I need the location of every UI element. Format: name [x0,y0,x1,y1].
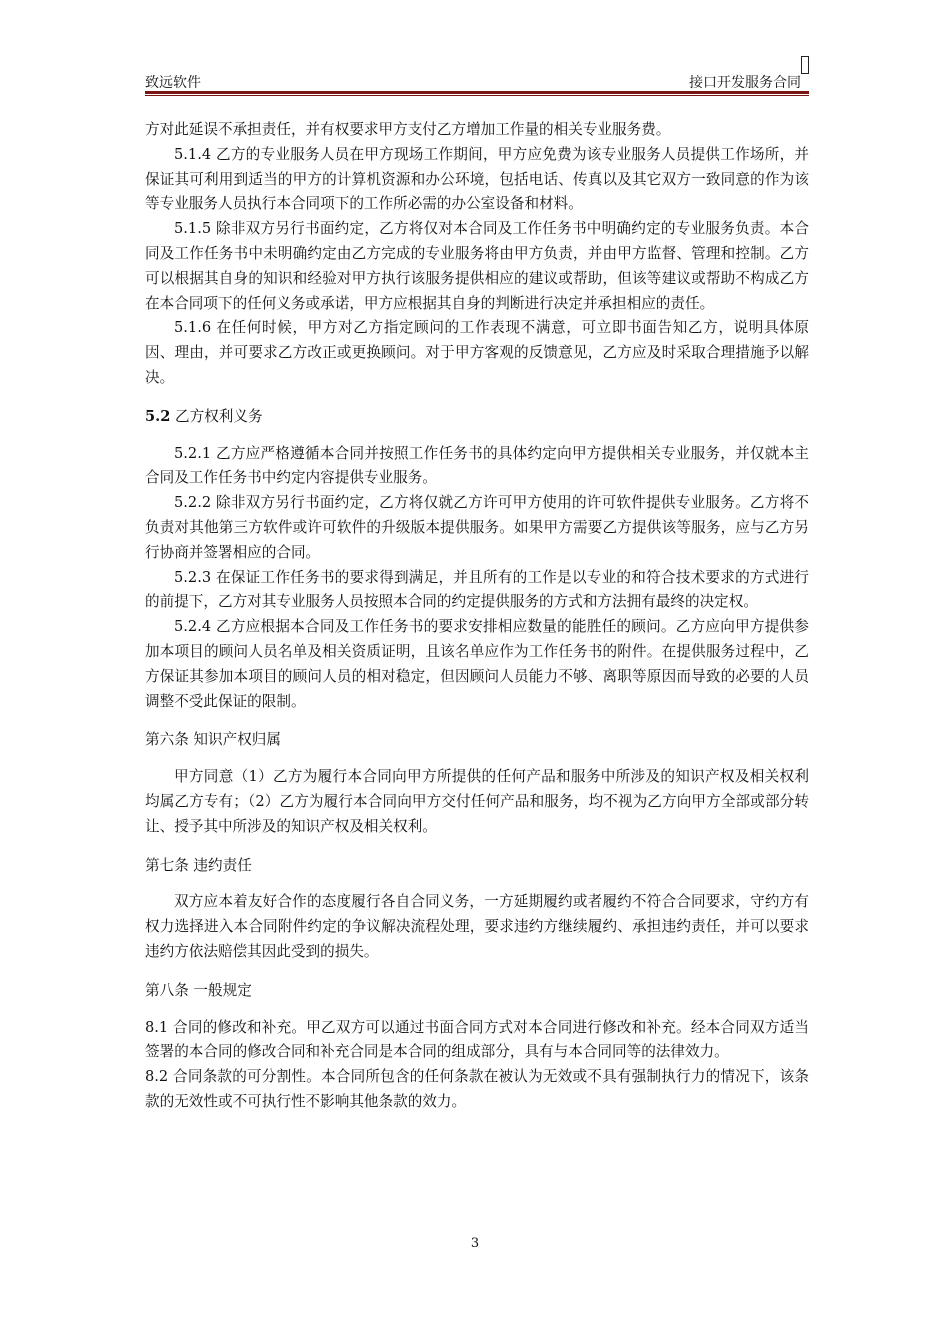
article-6-body: 甲方同意（1）乙方为履行本合同向甲方所提供的任何产品和服务中所涉及的知识产权及相关权利均属乙方专有；（2）乙方为履行本合同向甲方交付任何产品和服务，均不视为乙方向甲方全部或部分转让、授予其中所涉及的知识产权及相关权利。 [145,768,809,835]
article-6-heading: 第六条 知识产权归属 [145,731,281,749]
clause-5-2-4: 5.2.4 乙方应根据本合同及工作任务书的要求安排相应数量的能胜任的顾问。乙方应向甲方提供参加本项目的顾问人员名单及相关资质证明，且该名单应作为工作任务书的附件。在提供服务过程中，乙方保证其参加本项目的顾问人员的相对稳定，但因顾问人员能力不够、离职等原因而导致的必要的人员调整不受此保证的限制。 [145,618,809,710]
paragraph-continuation: 方对此延误不承担责任，并有权要求甲方支付乙方增加工作量的相关专业服务费。 [145,121,671,138]
article-7-body: 双方应本着友好合作的态度履行各自合同义务，一方延期履约或者履约不符合合同要求，守约方有权力选择进入本合同附件约定的争议解决流程处理，要求违约方继续履约、承担违约责任，并可以要求违约方依法赔偿其因此受到的损失。 [145,893,809,960]
header-divider-thin [145,95,809,96]
document-title: 接口开发服务合同 [689,75,801,91]
clause-8-1: 8.1 合同的修改和补充。甲乙双方可以通过书面合同方式对本合同进行修改和补充。经本合同双方适当签署的本合同的修改合同和补充合同是本合同的组成部分，具有与本合同同等的法律效力。 [145,1018,809,1061]
clause-5-2-3: 5.2.3 在保证工作任务书的要求得到满足，并且所有的工作是以专业的和符合技术要求的方式进行的前提下，乙方对其专业服务人员按照本合同的约定提供服务的方式和方法拥有最终的决定权。 [145,568,809,611]
clause-5-1-6: 5.1.6 在任何时候，甲方对乙方指定顾问的工作表现不满意，可立即书面告知乙方，说明具体原因、理由，并可要求乙方改正或更换顾问。对于甲方客观的反馈意见，乙方应及时采取合理措施予以解决。 [145,319,809,386]
header-divider [145,91,809,94]
clause-5-2-1: 5.2.1 乙方应严格遵循本合同并按照工作任务书的具体约定向甲方提供相关专业服务，并仅就本主合同及工作任务书中约定内容提供专业服务。 [145,444,809,487]
section-number-5-2: 5.2 [145,407,171,425]
company-name: 致远软件 [145,75,201,91]
section-title-5-2: 乙方权利义务 [170,407,263,425]
page-header [145,66,809,90]
article-8-heading: 第八条 一般规定 [145,981,252,999]
clause-5-1-4: 5.1.4 乙方的专业服务人员在甲方现场工作期间，甲方应免费为该专业服务人员提供工作场所，并保证其可利用到适当的甲方的计算机资源和办公环境，包括电话、传真以及其它双方一致同意的作为该等专业服务人员执行本合同项下的工作所必需的办公室设备和材料。 [145,145,809,213]
clause-5-1-5: 5.1.5 除非双方另行书面约定，乙方将仅对本合同及工作任务书中明确约定的专业服务负责。本合同及工作任务书中未明确约定由乙方完成的专业服务将由甲方负责，并由甲方监督、管理和控制。乙方可以根据其自身的知识和经验对甲方执行该服务提供相应的建议或帮助，但该等建议或帮助不构成乙方在本合同项下的任何义务或承诺，甲方应根据其自身的判断进行决定并承担相应的责任。 [145,220,809,312]
clause-5-2-2: 5.2.2 除非双方另行书面约定，乙方将仅就乙方许可甲方使用的许可软件提供专业服务。乙方将不负责对其他第三方软件或许可软件的升级版本提供服务。如果甲方需要乙方提供该等服务，应与乙方另行协商并签署相应的合同。 [145,494,809,561]
clause-8-2: 8.2 合同条款的可分割性。本合同所包含的任何条款在被认为无效或不具有强制执行力的情况下，该条款的无效性或不可执行性不影响其他条款的效力。 [145,1068,809,1110]
section-heading-5-2 [145,405,809,430]
placeholder-box-icon [801,56,809,74]
article-7-heading: 第七条 违约责任 [145,856,252,874]
document-body [145,118,809,1115]
page-number: 3 [470,1236,480,1251]
